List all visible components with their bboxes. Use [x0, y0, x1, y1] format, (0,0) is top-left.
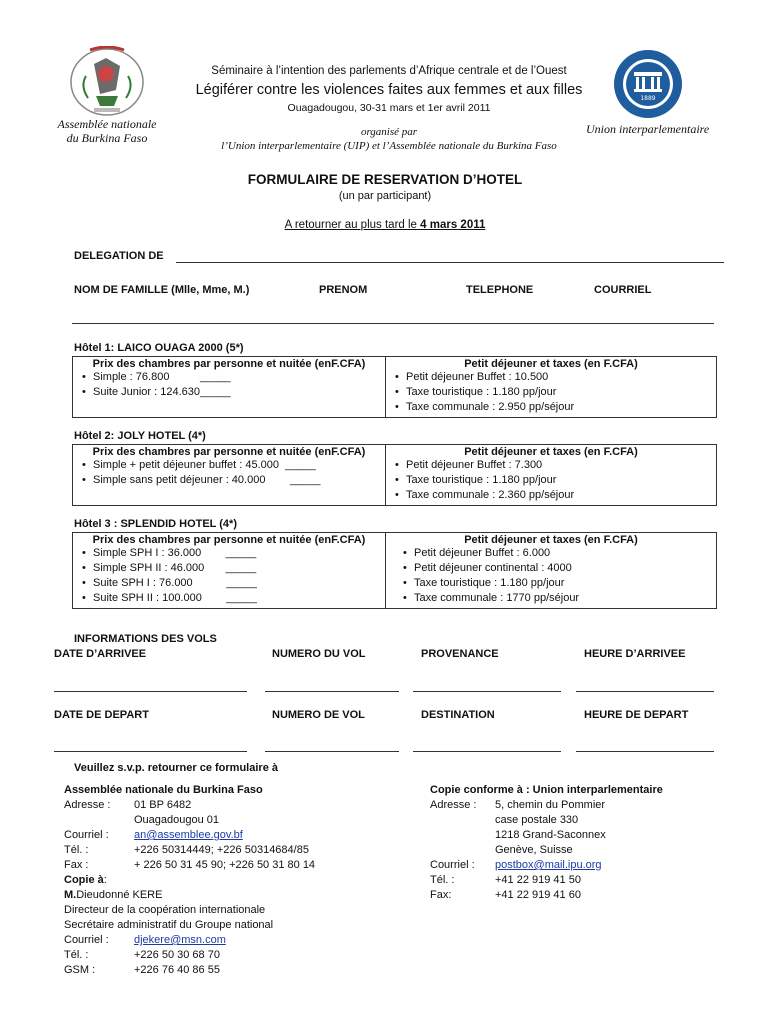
left-org-line1: Assemblée nationale — [57, 117, 157, 131]
person-gsm: +226 76 40 86 55 — [134, 964, 220, 976]
copy-label: Copie à — [64, 874, 104, 886]
header-line3: Ouagadougou, 30-31 mars et 1er avril 2011 — [287, 102, 491, 114]
person-name: Dieudonné KERE — [76, 889, 163, 901]
arrival-date-field[interactable] — [54, 691, 247, 692]
person-tel: +226 50 30 68 70 — [134, 949, 220, 961]
hotel-1-tax: • Petit déjeuner Buffet : 10.500 — [406, 370, 710, 385]
ipu-org: Copie conforme à : Union interparlementaire — [430, 784, 663, 796]
hotel-2-tax: • Petit déjeuner Buffet : 7.300 — [406, 458, 710, 473]
hotel-2-left-header: Prix des chambres par personne et nuitée (enF.CFA) — [92, 446, 366, 458]
participant-field[interactable] — [72, 323, 714, 324]
person-role: Secrétaire administratif du Groupe national — [64, 919, 274, 931]
col-name: NOM DE FAMILLE (Mlle, Mme, M.) — [74, 284, 250, 296]
person-role: Directeur de la coopération internationale — [64, 904, 266, 916]
form-title: FORMULAIRE DE RESERVATION D’HOTEL — [247, 172, 523, 187]
header-line5: l’Union interparlementaire (UIP) et l’Assemblée nationale du Burkina Faso — [221, 140, 557, 152]
assembly-org: Assemblée nationale du Burkina Faso — [64, 784, 263, 796]
hotel-2-right-header: Petit déjeuner et taxes (en F.CFA) — [464, 446, 638, 458]
flight-origin-label: PROVENANCE — [421, 648, 499, 660]
hotel-2-table — [72, 444, 717, 506]
ipu-fax: +41 22 919 41 60 — [495, 889, 581, 901]
assembly-fax: + 226 50 31 45 90; +226 50 31 80 14 — [134, 859, 316, 871]
hotel-1-title: Hôtel 1: LAICO OUAGA 2000 (5*) — [74, 342, 244, 354]
address-line: 1218 Grand-Saconnex — [495, 829, 606, 841]
address-line: Genève, Suisse — [495, 844, 573, 856]
address-line: 01 BP 6482 — [134, 799, 192, 811]
hotel-3-tax: • Petit déjeuner continental : 4000 — [414, 561, 710, 576]
flights-heading: INFORMATIONS DES VOLS — [74, 633, 217, 645]
departure-flight-field[interactable] — [265, 751, 399, 752]
flight-arrival-number-label: NUMERO DU VOL — [272, 648, 366, 660]
return-right-block — [430, 783, 730, 903]
hotel-2-room: • Simple + petit déjeuner buffet : 45.000 _____ — [93, 458, 379, 473]
seal-year: 1889 — [640, 95, 656, 102]
ipu-seal — [612, 48, 684, 120]
flight-departure-date-label: DATE DE DEPART — [54, 709, 149, 721]
hotel-3-room: • Simple SPH I : 36.000 _____ — [93, 546, 379, 561]
right-org-name: Union interparlementaire — [586, 122, 710, 136]
hotel-3-room: • Simple SPH II : 46.000 _____ — [93, 561, 379, 576]
hotel-3-table — [72, 532, 717, 609]
hotel-1-tax: • Taxe touristique : 1.180 pp/jour — [406, 385, 710, 400]
fax-label: Fax : — [64, 859, 89, 871]
hotel-3-title: Hôtel 3 : SPLENDID HOTEL (4*) — [74, 518, 237, 530]
departure-time-field[interactable] — [576, 751, 714, 752]
hotel-3-room: • Suite SPH II : 100.000 _____ — [93, 591, 379, 606]
col-email: COURRIEL — [594, 284, 652, 296]
hotel-3-tax: • Taxe communale : 1770 pp/séjour — [414, 591, 710, 606]
person-title: M. — [64, 889, 77, 901]
tel-label: Tél. : — [64, 844, 89, 856]
address-label: Adresse : — [64, 799, 111, 811]
destination-field[interactable] — [413, 751, 561, 752]
assembly-tel: +226 50314449; +226 50314684/85 — [134, 844, 309, 856]
address-line: 5, chemin du Pommier — [495, 799, 606, 811]
flight-arrival-time-label: HEURE D’ARRIVEE — [584, 648, 686, 660]
ipu-tel: +41 22 919 41 50 — [495, 874, 581, 886]
flight-arrival-date-label: DATE D’ARRIVEE — [54, 648, 147, 660]
deadline-prefix: A retourner au plus tard le — [284, 219, 417, 231]
header-line2: Légiférer contre les violences faites aux femmes et aux filles — [195, 82, 583, 98]
hotel-1-left-header: Prix des chambres par personne et nuitée (enF.CFA) — [92, 358, 366, 370]
delegation-field[interactable] — [176, 262, 724, 263]
delegation-label: DELEGATION DE — [74, 250, 164, 262]
header-line1: Séminaire à l’intention des parlements d’Afrique centrale et de l’Ouest — [211, 65, 567, 77]
hotel-1-tax: • Taxe communale : 2.950 pp/séjour — [406, 400, 710, 415]
email-label: Courriel : — [64, 934, 109, 946]
col-firstname: PRENOM — [319, 284, 368, 296]
tel-label: Tél. : — [64, 949, 89, 961]
hotel-3-tax: • Petit déjeuner Buffet : 6.000 — [414, 546, 710, 561]
deadline — [0, 219, 770, 231]
header-line4: organisé par — [360, 126, 418, 138]
hotel-2-title: Hôtel 2: JOLY HOTEL (4*) — [74, 430, 206, 442]
flight-destination-label: DESTINATION — [421, 709, 495, 721]
hotel-1-right-header: Petit déjeuner et taxes (en F.CFA) — [464, 358, 638, 370]
copy-colon: : — [103, 874, 107, 886]
gsm-label: GSM : — [64, 964, 96, 976]
hotel-1-room: • Suite Junior : 124.630_____ — [93, 385, 379, 400]
hotel-1-table — [72, 356, 717, 418]
arrival-time-field[interactable] — [576, 691, 714, 692]
ipu-email-link[interactable]: postbox@mail.ipu.org — [495, 859, 602, 871]
hotel-3-room: • Suite SPH I : 76.000 _____ — [93, 576, 379, 591]
assembly-email-link[interactable]: an@assemblee.gov.bf — [134, 829, 243, 841]
col-phone: TELEPHONE — [466, 284, 534, 296]
hotel-2-room: • Simple sans petit déjeuner : 40.000 _____ — [93, 473, 379, 488]
assemblee-emblem — [66, 46, 148, 118]
tel-label: Tél. : — [430, 874, 455, 886]
hotel-3-left-header: Prix des chambres par personne et nuitée (enF.CFA) — [92, 534, 366, 546]
address-line: case postale 330 — [495, 814, 579, 826]
return-heading: Veuillez s.v.p. retourner ce formulaire à — [74, 762, 278, 774]
fax-label: Fax: — [430, 889, 452, 901]
origin-field[interactable] — [413, 691, 561, 692]
flight-departure-number-label: NUMERO DE VOL — [272, 709, 365, 721]
person-email-link[interactable]: djekere@msn.com — [134, 934, 226, 946]
email-label: Courriel : — [430, 859, 475, 871]
hotel-3-right-header: Petit déjeuner et taxes (en F.CFA) — [464, 534, 638, 546]
departure-date-field[interactable] — [54, 751, 247, 752]
flight-departure-time-label: HEURE DE DEPART — [584, 709, 689, 721]
email-label: Courriel : — [64, 829, 109, 841]
hotel-2-tax: • Taxe touristique : 1.180 pp/jour — [406, 473, 710, 488]
deadline-date: 4 mars 2011 — [420, 219, 486, 231]
address-label: Adresse : — [430, 799, 477, 811]
hotel-3-tax: • Taxe touristique : 1.180 pp/jour — [414, 576, 710, 591]
address-line: Ouagadougou 01 — [134, 814, 220, 826]
return-left-block — [64, 783, 404, 978]
hotel-1-room: • Simple : 76.800 _____ — [93, 370, 379, 385]
hotel-2-tax: • Taxe communale : 2.360 pp/séjour — [406, 488, 710, 503]
left-org-line2: du Burkina Faso — [66, 131, 148, 145]
form-subtitle: (un par participant) — [338, 190, 432, 202]
arrival-flight-field[interactable] — [265, 691, 399, 692]
